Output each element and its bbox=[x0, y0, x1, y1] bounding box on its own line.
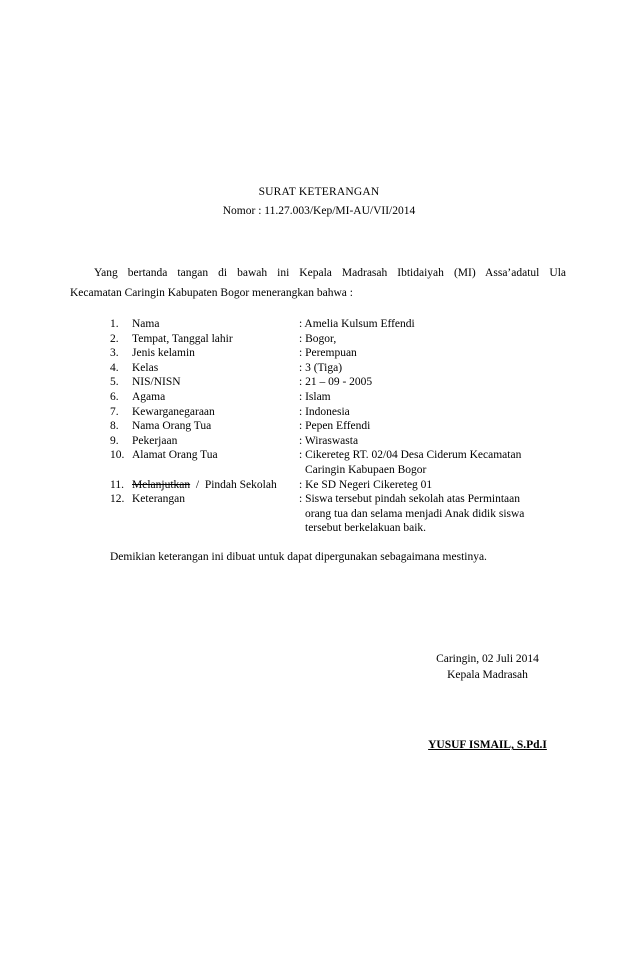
item-number: 4. bbox=[110, 361, 119, 374]
item-label: Keterangan bbox=[132, 493, 185, 506]
item-label: Pekerjaan bbox=[132, 434, 178, 447]
item-number: 2. bbox=[110, 332, 119, 345]
signature-place-date: Caringin, 02 Juli 2014 bbox=[436, 653, 539, 665]
item-value: : Pepen Effendi bbox=[299, 420, 371, 433]
item-number: 8. bbox=[110, 420, 119, 433]
item-value: : Wiraswasta bbox=[299, 434, 359, 447]
item-value: : Amelia Kulsum Effendi bbox=[299, 318, 415, 330]
detail-row bbox=[110, 493, 570, 508]
item-number: 10. bbox=[110, 449, 125, 462]
signature-position: Kepala Madrasah bbox=[447, 669, 528, 681]
letter-number: Nomor : 11.27.003/Kep/MI-AU/VII/2014 bbox=[222, 205, 416, 217]
intro-line: Yang bertanda tangan di bawah ini Kepala Madrasah Ibtidaiyah (MI) Assa’adatul Ula bbox=[94, 267, 566, 279]
item-value: : Siswa tersebut pindah sekolah atas Permintaan bbox=[299, 493, 521, 506]
item-label: Nama bbox=[132, 318, 160, 330]
item-number: 7. bbox=[110, 405, 119, 418]
item-label: Jenis kelamin bbox=[132, 347, 195, 360]
detail-row-continuation bbox=[110, 522, 570, 537]
student-details-list bbox=[110, 318, 570, 537]
item-number: 12. bbox=[110, 493, 125, 506]
item-number: 9. bbox=[110, 434, 119, 447]
item-number: 1. bbox=[110, 318, 119, 330]
detail-row bbox=[110, 318, 570, 333]
item-value-continuation: orang tua dan selama menjadi Anak didik siswa bbox=[305, 507, 525, 520]
item-value: : Perempuan bbox=[299, 347, 357, 360]
item-label: Alamat Orang Tua bbox=[132, 449, 218, 462]
item-value: : Indonesia bbox=[299, 405, 350, 418]
item-value-continuation: tersebut berkelakuan baik. bbox=[305, 522, 427, 535]
detail-row bbox=[110, 435, 570, 450]
struck-label: Melanjutkan bbox=[132, 478, 191, 491]
item-value: : 21 – 09 - 2005 bbox=[299, 376, 373, 389]
item-number: 5. bbox=[110, 376, 119, 389]
letter-title: SURAT KETERANGAN bbox=[258, 186, 380, 198]
item-value: : 3 (Tiga) bbox=[299, 361, 343, 374]
signature-name: YUSUF ISMAIL, S.Pd.I bbox=[428, 739, 547, 751]
item-label: Kewarganegaraan bbox=[132, 405, 215, 418]
detail-row bbox=[110, 479, 570, 494]
item-value: : Cikereteg RT. 02/04 Desa Ciderum Kecamatan bbox=[299, 449, 522, 462]
detail-row bbox=[110, 391, 570, 406]
intro-paragraph bbox=[70, 263, 566, 303]
detail-row-continuation bbox=[110, 508, 570, 523]
item-number: 6. bbox=[110, 390, 119, 403]
detail-row bbox=[110, 420, 570, 435]
detail-row bbox=[110, 333, 570, 348]
item-value: : Ke SD Negeri Cikereteg 01 bbox=[299, 478, 433, 491]
item-value: : Islam bbox=[299, 390, 331, 403]
detail-row bbox=[110, 376, 570, 391]
detail-row bbox=[110, 362, 570, 377]
detail-row bbox=[110, 406, 570, 421]
item-number: 11. bbox=[110, 478, 124, 491]
label-rest: / Pindah Sekolah bbox=[190, 478, 277, 491]
intro-line: Kecamatan Caringin Kabupaten Bogor menerangkan bahwa : bbox=[70, 287, 353, 299]
item-label: Agama bbox=[132, 390, 166, 403]
item-value: : Bogor, bbox=[299, 332, 337, 345]
detail-row bbox=[110, 449, 570, 464]
detail-row bbox=[110, 347, 570, 362]
item-value-continuation: Caringin Kabupaen Bogor bbox=[305, 463, 427, 476]
item-label: Kelas bbox=[132, 361, 159, 374]
detail-row-continuation bbox=[110, 464, 570, 479]
item-label: Tempat, Tanggal lahir bbox=[132, 332, 233, 345]
item-label: Nama Orang Tua bbox=[132, 420, 212, 433]
item-number: 3. bbox=[110, 347, 119, 360]
item-label: NIS/NISN bbox=[132, 376, 181, 389]
item-label bbox=[132, 479, 277, 491]
closing-statement: Demikian keterangan ini dibuat untuk dapat dipergunakan sebagaimana mestinya. bbox=[110, 551, 487, 563]
